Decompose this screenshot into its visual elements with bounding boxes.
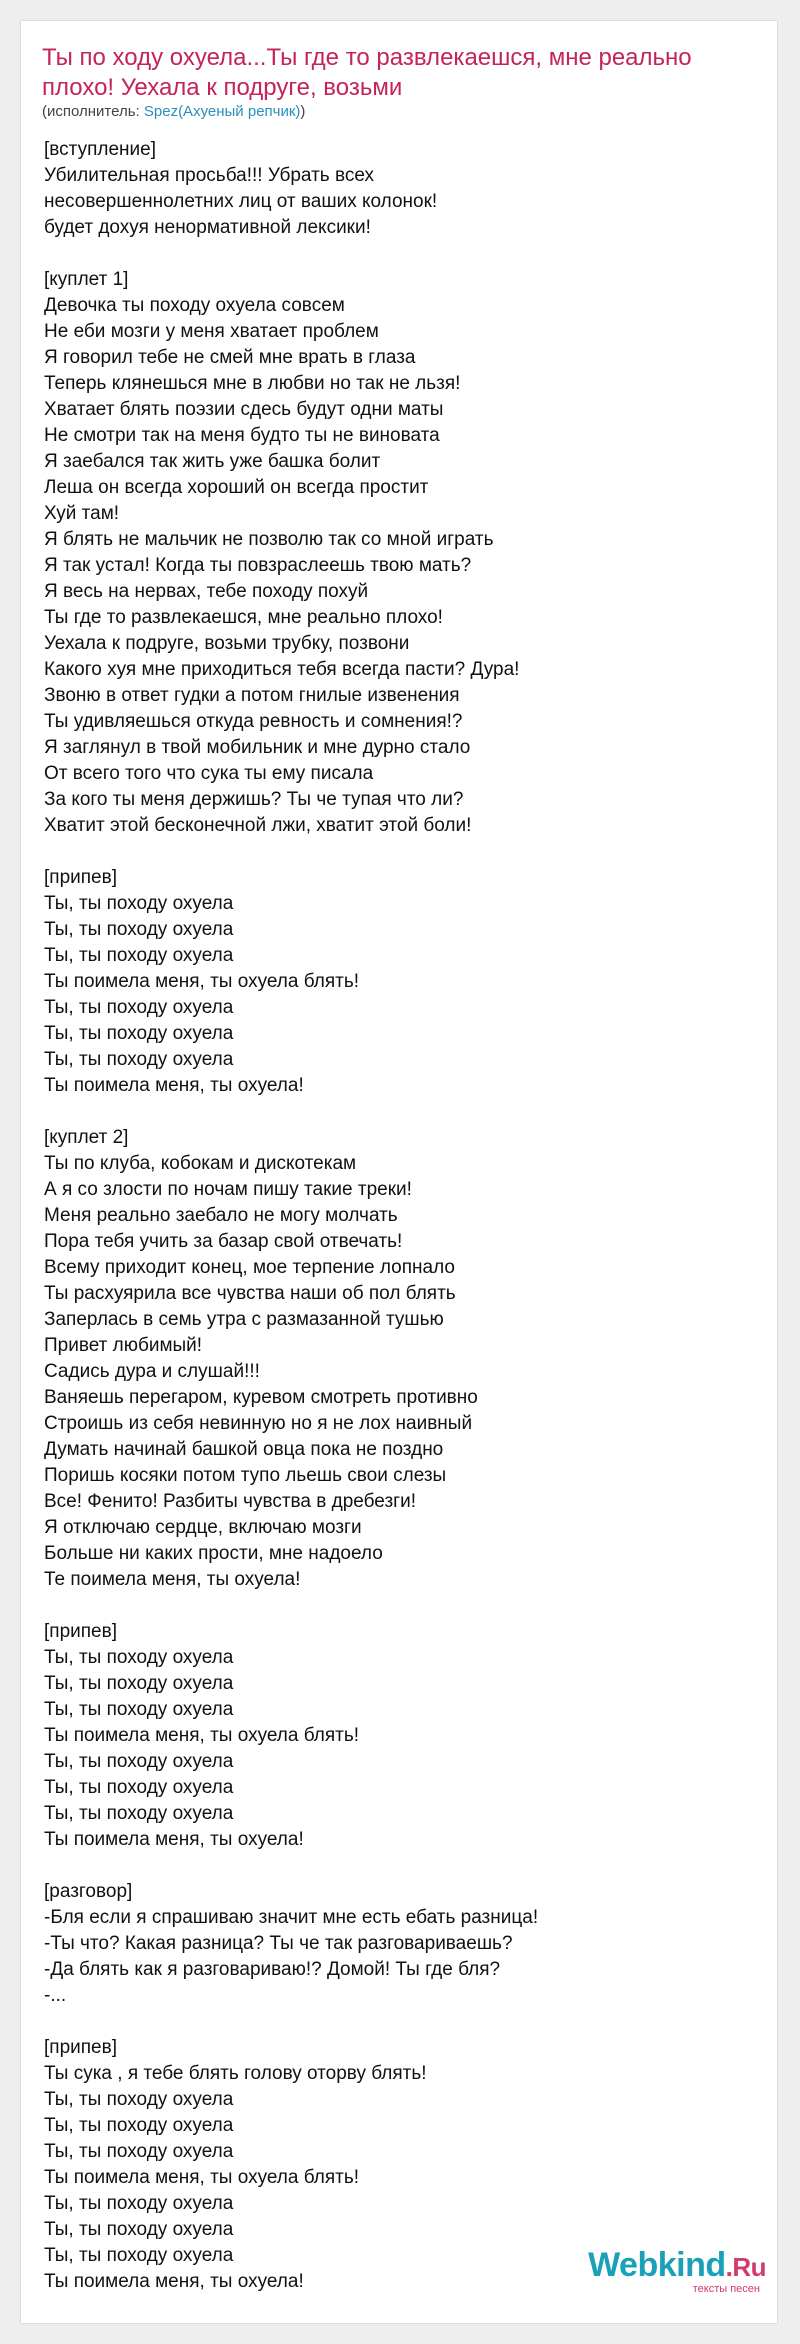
lyrics-text [44, 137, 744, 2295]
lyric-line: Звоню в ответ гудки а потом гнилые извенения [44, 685, 460, 706]
lyric-line: Ты, ты походу охуела [44, 1647, 234, 1668]
lyrics-card [20, 20, 778, 2324]
lyric-line: Ты, ты походу охуела [44, 1751, 234, 1772]
performer-suffix: ) [300, 103, 306, 120]
lyric-line: За кого ты меня держишь? Ты че тупая что ли? [44, 789, 464, 810]
lyric-line: От всего того что сука ты ему писала [44, 763, 374, 784]
lyric-line: Ты поимела меня, ты охуела! [44, 1075, 304, 1096]
lyric-line: Я заебался так жить уже башка болит [44, 451, 381, 472]
lyric-line: Думать начинай башкой овца пока не поздно [44, 1439, 444, 1460]
lyric-line: Все! Фенито! Разбиты чувства в дребезги! [44, 1491, 416, 1512]
lyric-line: Я так устал! Когда ты повзраслеешь твою мать? [44, 555, 472, 576]
lyric-line [44, 1853, 744, 1879]
lyric-line: Я отключаю сердце, включаю мозги [44, 1517, 362, 1538]
lyric-line: [припев] [44, 2037, 117, 2058]
lyric-line: Ты, ты походу охуела [44, 2193, 234, 2214]
lyric-line: А я со злости по ночам пишу такие треки! [44, 1179, 412, 1200]
lyric-line: Ты поимела меня, ты охуела блять! [44, 2167, 360, 2188]
lyric-line: Ты, ты походу охуела [44, 2245, 234, 2266]
lyric-line: [вступление] [44, 139, 156, 160]
lyric-line: Строишь из себя невинную но я не лох наивный [44, 1413, 473, 1434]
lyric-line: Леша он всегда хороший он всегда простит [44, 477, 429, 498]
performer-prefix: (исполнитель: [42, 103, 144, 120]
lyric-line: Я говорил тебе не смей мне врать в глаза [44, 347, 416, 368]
lyric-line: Уехала к подруге, возьми трубку, позвони [44, 633, 410, 654]
lyric-line: Пора тебя учить за базар свой отвечать! [44, 1231, 403, 1252]
lyric-line: Ты, ты походу охуела [44, 2219, 234, 2240]
lyric-line: Ты, ты походу охуела [44, 945, 234, 966]
lyric-line: Ты, ты походу охуела [44, 893, 234, 914]
lyric-line: Я блять не мальчик не позволю так со мной играть [44, 529, 494, 550]
lyric-line: Ты поимела меня, ты охуела блять! [44, 1725, 360, 1746]
lyric-line: [разговор] [44, 1881, 133, 1902]
lyric-line: Я заглянул в твой мобильник и мне дурно стало [44, 737, 471, 758]
lyric-line: Хватит этой бесконечной лжи, хватит этой боли! [44, 815, 472, 836]
lyric-line: Ваняешь перегаром, куревом смотреть противно [44, 1387, 478, 1408]
lyric-line: Ты, ты походу охуела [44, 2141, 234, 2162]
lyric-line: Ты расхуярила все чувства наши об пол блять [44, 1283, 456, 1304]
lyric-line: [припев] [44, 867, 117, 888]
lyric-line: Садись дура и слушай!!! [44, 1361, 260, 1382]
lyric-line: Привет любимый! [44, 1335, 203, 1356]
lyric-line: Ты, ты походу охуела [44, 1049, 234, 1070]
lyric-line: Ты, ты походу охуела [44, 1803, 234, 1824]
lyric-line [44, 2009, 744, 2035]
lyric-line: Девочка ты походу охуела совсем [44, 295, 345, 316]
lyric-line: Ты, ты походу охуела [44, 997, 234, 1018]
logo-tld-text: .Ru [725, 2252, 766, 2282]
lyric-line: Не смотри так на меня будто ты не виновата [44, 425, 440, 446]
lyric-line: Ты по клуба, кобокам и дискотекам [44, 1153, 357, 1174]
lyric-line: Ты, ты походу охуела [44, 2115, 234, 2136]
lyric-line: Хуй там! [44, 503, 120, 524]
lyric-line: Ты где то развлекаешся, мне реально плохо! [44, 607, 443, 628]
lyric-line: Я весь на нервах, тебе походу похуй [44, 581, 369, 602]
lyric-line: Ты сука , я тебе блять голову оторву блять! [44, 2063, 427, 2084]
performer-link[interactable]: Spez(Ахуеный репчик) [143, 103, 301, 120]
lyric-line: Не еби мозги у меня хватает проблем [44, 321, 379, 342]
lyric-line: Хватает блять поэзии сдесь будут одни маты [44, 399, 444, 420]
lyric-line: Меня реально заебало не могу молчать [44, 1205, 398, 1226]
lyric-line: Какого хуя мне приходиться тебя всегда пасти? Дура! [44, 659, 520, 680]
lyric-line: [куплет 1] [44, 269, 129, 290]
lyric-line: [куплет 2] [44, 1127, 129, 1148]
lyric-line: Ты, ты походу охуела [44, 2089, 234, 2110]
lyric-line: Ты, ты походу охуела [44, 1023, 234, 1044]
lyric-line: Всему приходит конец, мое терпение лопнало [44, 1257, 455, 1278]
lyric-line: Теперь клянешься мне в любви но так не льзя! [44, 373, 461, 394]
site-logo[interactable] [588, 2247, 766, 2295]
lyric-line [44, 1593, 744, 1619]
lyric-line: Поришь косяки потом тупо льешь свои слезы [44, 1465, 447, 1486]
lyric-line: Заперлась в семь утра с размазанной тушью [44, 1309, 444, 1330]
lyric-line [44, 1099, 744, 1125]
lyric-line: Ты удивляешься откуда ревность и сомнения!? [44, 711, 463, 732]
lyric-line [44, 839, 744, 865]
lyric-line: несовершеннолетних лиц от ваших колонок! [44, 191, 438, 212]
lyric-line: -Бля если я спрашиваю значит мне есть ебать разница! [44, 1907, 539, 1928]
logo-wordmark [588, 2247, 766, 2285]
lyric-line: [припев] [44, 1621, 117, 1642]
logo-main-text: Webkind [588, 2246, 726, 2284]
lyric-line: -... [44, 1985, 67, 2006]
performer-line [42, 103, 305, 120]
lyric-line: -Да блять как я разговариваю!? Домой! Ты где бля? [44, 1959, 501, 1980]
lyric-line: Больше ни каких прости, мне надоело [44, 1543, 383, 1564]
lyric-line: -Ты что? Какая разница? Ты че так разговариваешь? [44, 1933, 513, 1954]
lyric-line: Убилительная просьба!!! Убрать всех [44, 165, 374, 186]
lyric-line [44, 241, 744, 267]
page-title: Ты по ходу охуела...Ты где то развлекаешся, мне реально плохо! Уехала к подруге, возьми [42, 44, 692, 101]
lyric-line: Ты, ты походу охуела [44, 1777, 234, 1798]
logo-tagline: тексты песен [692, 2283, 760, 2295]
lyric-line: Ты, ты походу охуела [44, 1699, 234, 1720]
lyric-line: будет дохуя ненормативной лексики! [44, 217, 371, 238]
lyric-line: Ты поимела меня, ты охуела! [44, 2271, 304, 2292]
lyric-line: Ты поимела меня, ты охуела! [44, 1829, 304, 1850]
lyric-line: Те поимела меня, ты охуела! [44, 1569, 301, 1590]
lyric-line: Ты, ты походу охуела [44, 1673, 234, 1694]
lyric-line: Ты поимела меня, ты охуела блять! [44, 971, 360, 992]
lyric-line: Ты, ты походу охуела [44, 919, 234, 940]
